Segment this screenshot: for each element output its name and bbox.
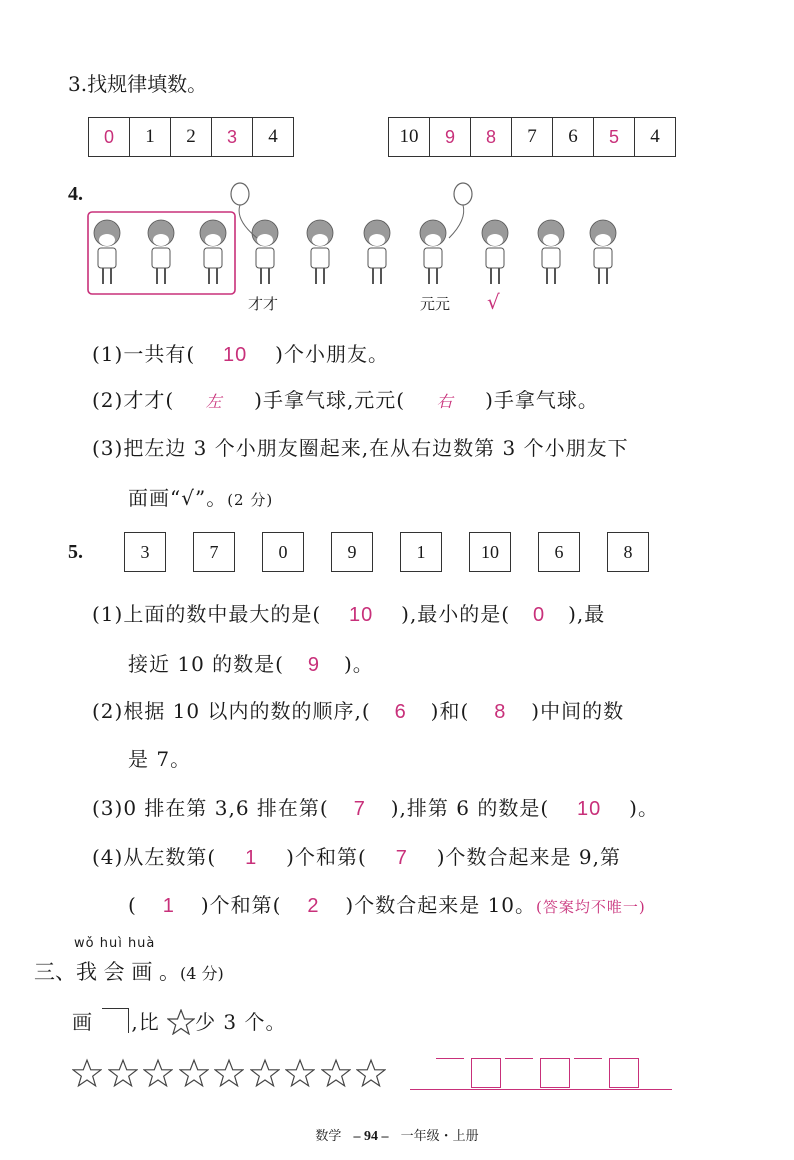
- sequence-cell: 6: [553, 118, 594, 156]
- drawn-square: [609, 1058, 639, 1088]
- child-figure: [200, 220, 226, 284]
- q5-part4-line1: (4)从左数第( 1 )个和第( 7 )个数合起来是 9,第: [92, 845, 621, 869]
- q4-number: 4.: [68, 183, 83, 205]
- number-box: 7: [193, 532, 235, 572]
- sequence-cell: 2: [171, 118, 212, 156]
- number-box: 9: [331, 532, 373, 572]
- q4-part3-line1: (3)把左边 3 个小朋友圈起来,在从右边数第 3 个小朋友下: [92, 436, 629, 460]
- child-figure: [148, 220, 174, 284]
- sequence-cell: 8: [471, 118, 512, 156]
- child-figure: [538, 220, 564, 284]
- number-box: 6: [538, 532, 580, 572]
- q5-part1-line1: (1)上面的数中最大的是( 10 ),最小的是( 0 ),最: [92, 602, 606, 626]
- children-illustration: [85, 180, 645, 320]
- q4-part2: (2)才才( 左 )手拿气球,元元( 右 )手拿气球。: [92, 388, 599, 412]
- sequence-cell: 10: [389, 118, 430, 156]
- child-figure: [307, 220, 333, 284]
- q4-part1: (1)一共有( 10 )个小朋友。: [92, 342, 389, 366]
- number-box: 8: [607, 532, 649, 572]
- star-icon: [167, 1009, 195, 1035]
- child-figure: [482, 220, 508, 284]
- name-caicai: 才才: [248, 295, 279, 313]
- q5-part4-line2: ( 1 )个和第( 2 )个数合起来是 10。(答案均不唯一): [128, 893, 646, 917]
- sequence-cell: 3: [212, 118, 253, 156]
- star-icon: [143, 1058, 173, 1088]
- page-footer: 数学 – 94 – 一年级・上册: [315, 1129, 479, 1144]
- sequence-cell: 4: [268, 126, 278, 147]
- star-icon: [72, 1058, 102, 1088]
- star-icon: [356, 1058, 386, 1088]
- sequence-cell: 4: [650, 126, 660, 147]
- child-figure: [94, 220, 120, 284]
- number-box: 1: [400, 532, 442, 572]
- square-icon: [102, 1008, 129, 1033]
- section3-title: 三、我 会 画 。(4 分): [34, 960, 224, 984]
- star-icon: [214, 1058, 244, 1088]
- drawn-square: [471, 1058, 501, 1088]
- sequence-b: [388, 117, 676, 157]
- sequence-cell: 9: [430, 118, 471, 156]
- child-figure: [590, 220, 616, 284]
- child-figure: [252, 220, 278, 284]
- star-icon: [179, 1058, 209, 1088]
- drawn-square-top: [574, 1058, 602, 1059]
- q5-part3: (3)0 排在第 3,6 排在第( 7 ),排第 6 的数是( 10 )。: [92, 796, 659, 820]
- star-icon: [250, 1058, 280, 1088]
- sequence-cell: 7: [512, 118, 553, 156]
- child-figure: [420, 220, 446, 284]
- drawn-square-top: [505, 1058, 533, 1059]
- answer-baseline: [410, 1089, 672, 1090]
- q5-number: 5.: [68, 541, 83, 563]
- q5-part1-line2: 接近 10 的数是( 9 )。: [128, 652, 374, 676]
- balloon-icon: [449, 183, 472, 238]
- check-mark: √: [487, 290, 500, 314]
- star-icon: [285, 1058, 315, 1088]
- sequence-a: [88, 117, 294, 157]
- star-icon: [108, 1058, 138, 1088]
- number-box: 10: [469, 532, 511, 572]
- sequence-cell: 1: [130, 118, 171, 156]
- q4-part3-line2: 面画“√”。(2 分): [128, 486, 274, 510]
- q3-title: 3.找规律填数。: [68, 72, 208, 96]
- sequence-cell: 0: [89, 118, 130, 156]
- section3-instruction: 画 ,比 少 3 个。: [72, 1010, 287, 1034]
- name-yuanyuan: 元元: [420, 295, 451, 313]
- child-figure: [364, 220, 390, 284]
- drawn-square-top: [436, 1058, 464, 1059]
- q5-part2-line1: (2)根据 10 以内的数的顺序,( 6 )和( 8 )中间的数: [92, 699, 625, 723]
- star-icon: [321, 1058, 351, 1088]
- number-box: 0: [262, 532, 304, 572]
- sequence-cell: 5: [594, 118, 635, 156]
- number-box: 3: [124, 532, 166, 572]
- q5-part2-line2: 是 7。: [128, 747, 192, 771]
- drawn-square: [540, 1058, 570, 1088]
- section3-pinyin: wǒ huì huà: [74, 936, 156, 951]
